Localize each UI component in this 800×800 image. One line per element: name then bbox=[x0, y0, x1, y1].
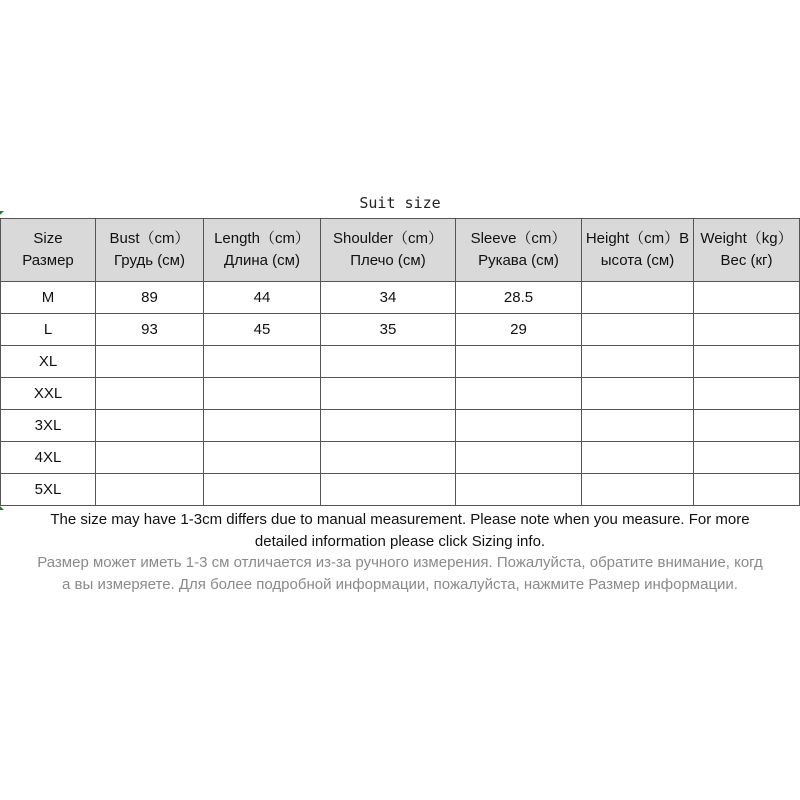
note-english-line: The size may have 1-3cm differs due to manual measurement. Please note when you measure. For more bbox=[50, 511, 750, 528]
cell-length bbox=[204, 346, 321, 378]
cell-shoulder bbox=[321, 378, 456, 410]
note-english-line: detailed information please click Sizing info. bbox=[254, 533, 546, 550]
cell-bust bbox=[96, 378, 204, 410]
measurement-note-russian bbox=[0, 552, 800, 596]
note-russian-line: Размер может иметь 1-3 см отличается из-за ручного измерения. Пожалуйста, обратите внимание, когд bbox=[37, 554, 763, 571]
header-height: Height（cm）В ысота (см) bbox=[582, 219, 694, 282]
cell-height bbox=[582, 378, 694, 410]
header-length: Length（cm） Длина (см) bbox=[204, 219, 321, 282]
header-bust: Bust（cm） Грудь (см) bbox=[96, 219, 204, 282]
note-russian-line: а вы измеряете. Для более подробной информации, пожалуйста, нажмите Размер информации. bbox=[62, 576, 738, 593]
cell-length bbox=[204, 474, 321, 506]
header-weight: Weight（kg） Вес (кг) bbox=[694, 219, 800, 282]
cell-length: 44 bbox=[204, 282, 321, 314]
cell-weight bbox=[694, 346, 800, 378]
cell-bust bbox=[96, 410, 204, 442]
cell-size: M bbox=[1, 282, 96, 314]
cell-size: XXL bbox=[1, 378, 96, 410]
cell-size: 4XL bbox=[1, 442, 96, 474]
table-row bbox=[1, 410, 800, 442]
header-sleeve: Sleeve（cm） Рукава (см) bbox=[456, 219, 582, 282]
measurement-note-english bbox=[0, 509, 800, 553]
cell-weight bbox=[694, 378, 800, 410]
cell-sleeve bbox=[456, 442, 582, 474]
cell-bust: 89 bbox=[96, 282, 204, 314]
table-row bbox=[1, 442, 800, 474]
cell-weight bbox=[694, 282, 800, 314]
cell-sleeve bbox=[456, 346, 582, 378]
cell-size: 3XL bbox=[1, 410, 96, 442]
cell-shoulder bbox=[321, 346, 456, 378]
cell-size: XL bbox=[1, 346, 96, 378]
table-row bbox=[1, 474, 800, 506]
cell-length: 45 bbox=[204, 314, 321, 346]
cell-bust bbox=[96, 442, 204, 474]
table-row bbox=[1, 282, 800, 314]
cell-sleeve: 29 bbox=[456, 314, 582, 346]
cell-bust: 93 bbox=[96, 314, 204, 346]
cell-height bbox=[582, 346, 694, 378]
cell-shoulder bbox=[321, 410, 456, 442]
cell-height bbox=[582, 474, 694, 506]
cell-sleeve bbox=[456, 378, 582, 410]
cell-length bbox=[204, 410, 321, 442]
cell-length bbox=[204, 378, 321, 410]
header-shoulder: Shoulder（cm） Плечо (см) bbox=[321, 219, 456, 282]
table-row bbox=[1, 346, 800, 378]
cell-shoulder: 35 bbox=[321, 314, 456, 346]
cell-sleeve bbox=[456, 474, 582, 506]
table-row bbox=[1, 314, 800, 346]
size-table bbox=[0, 218, 800, 506]
cell-height bbox=[582, 442, 694, 474]
cell-shoulder bbox=[321, 474, 456, 506]
cell-height bbox=[582, 410, 694, 442]
cell-height bbox=[582, 314, 694, 346]
cell-weight bbox=[694, 474, 800, 506]
cell-shoulder: 34 bbox=[321, 282, 456, 314]
cell-size: L bbox=[1, 314, 96, 346]
cell-sleeve: 28.5 bbox=[456, 282, 582, 314]
cell-weight bbox=[694, 442, 800, 474]
header-size: Size Размер bbox=[1, 219, 96, 282]
cell-length bbox=[204, 442, 321, 474]
cell-height bbox=[582, 282, 694, 314]
header-row bbox=[1, 219, 800, 282]
cell-weight bbox=[694, 314, 800, 346]
chart-title: Suit size bbox=[359, 194, 441, 212]
table-row bbox=[1, 378, 800, 410]
cell-weight bbox=[694, 410, 800, 442]
cell-sleeve bbox=[456, 410, 582, 442]
cell-bust bbox=[96, 474, 204, 506]
cell-size: 5XL bbox=[1, 474, 96, 506]
cell-bust bbox=[96, 346, 204, 378]
cell-shoulder bbox=[321, 442, 456, 474]
